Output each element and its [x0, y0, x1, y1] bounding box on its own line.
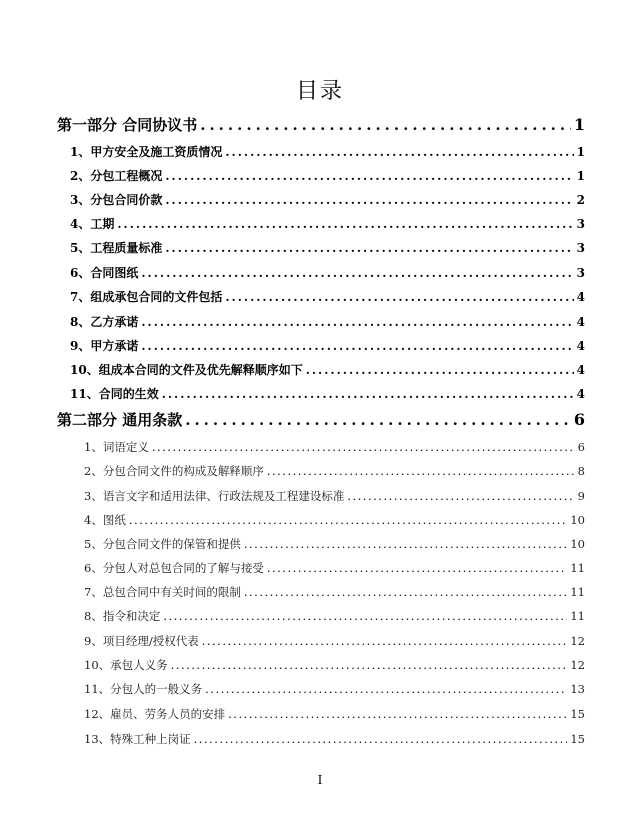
toc-subentry-label: 6、分包人对总包合同的了解与接受: [84, 561, 264, 575]
toc-page-number: 15: [570, 707, 585, 721]
toc-entry[interactable]: [70, 191, 585, 208]
toc-subentry-label: 8、指令和决定: [84, 609, 161, 623]
toc-subentry[interactable]: [84, 439, 585, 455]
toc-entry-label: 7、组成承包合同的文件包括: [70, 290, 223, 304]
dot-leader: [165, 169, 573, 183]
toc-page-number: 8: [577, 464, 585, 478]
toc-page-number: 2: [576, 193, 585, 207]
toc-page-number: 1: [576, 169, 585, 183]
dot-leader: [171, 658, 568, 672]
toc-page-number: 11: [570, 561, 585, 575]
toc-page-number: 3: [576, 241, 585, 255]
dot-leader: [225, 290, 573, 304]
toc-subentry[interactable]: [84, 681, 585, 697]
toc-part-2[interactable]: [57, 409, 585, 430]
toc-entry[interactable]: [70, 313, 585, 330]
dot-leader: [225, 145, 573, 159]
toc-part-1[interactable]: [57, 114, 585, 135]
toc-entry-label: 3、分包合同价款: [70, 193, 163, 207]
dot-leader: [165, 241, 573, 255]
toc-page-number: 11: [570, 609, 585, 623]
dot-leader: [244, 585, 568, 599]
toc-subentry[interactable]: [84, 584, 585, 600]
toc-subentry[interactable]: [84, 706, 585, 722]
toc-entry[interactable]: [70, 143, 585, 160]
toc-subentry-label: 7、总包合同中有关时间的限制: [84, 585, 241, 599]
page-title: 目录: [295, 79, 344, 104]
toc-subentry-label: 11、分包人的一般义务: [84, 682, 203, 696]
dot-leader: [162, 387, 574, 401]
toc-subentry[interactable]: [84, 512, 585, 528]
toc-entry[interactable]: [70, 167, 585, 184]
toc-page-number: 4: [576, 315, 585, 329]
toc-entry-label: 11、合同的生效: [70, 387, 159, 401]
dot-leader: [152, 440, 575, 454]
toc-page-number: 3: [576, 266, 585, 280]
toc-page-number: 1: [573, 115, 585, 134]
toc-entry-label: 6、合同图纸: [70, 266, 139, 280]
toc-page-number: 12: [570, 634, 585, 648]
toc-page-number: 10: [570, 513, 585, 527]
toc-subentry[interactable]: [84, 731, 585, 747]
dot-leader: [205, 682, 567, 696]
page-footer-number: I: [317, 773, 323, 787]
toc-subentry[interactable]: [84, 536, 585, 552]
toc-subentry[interactable]: [84, 488, 585, 504]
toc-page-number: 13: [570, 682, 585, 696]
toc-subentry[interactable]: [84, 657, 585, 673]
dot-leader: [306, 363, 574, 377]
toc-entry-label: 5、工程质量标准: [70, 241, 163, 255]
toc-entry[interactable]: [70, 264, 585, 281]
toc-page-number: 1: [576, 145, 585, 159]
toc-entry-label: 8、乙方承诺: [70, 315, 139, 329]
dot-leader: [194, 732, 568, 746]
dot-leader: [347, 489, 574, 503]
dot-leader: [228, 707, 567, 721]
dot-leader: [141, 339, 573, 353]
toc-entry[interactable]: [70, 337, 585, 354]
toc-page-number: 9: [577, 489, 585, 503]
toc-entry-label: 10、组成本合同的文件及优先解释顺序如下: [70, 363, 303, 377]
dot-leader: [141, 266, 573, 280]
toc-subentry-label: 12、雇员、劳务人员的安排: [84, 707, 226, 721]
toc-subentry-label: 4、图纸: [84, 513, 126, 527]
toc-subentry-label: 1、词语定义: [84, 440, 149, 454]
toc-entry-label: 4、工期: [70, 217, 115, 231]
toc-part-label: 第二部分 通用条款: [57, 411, 183, 429]
toc-page-number: 4: [576, 339, 585, 353]
toc-subentry-label: 10、承包人义务: [84, 658, 168, 672]
toc-entry-label: 2、分包工程概况: [70, 169, 163, 183]
toc-subentry-label: 2、分包合同文件的构成及解释顺序: [84, 464, 264, 478]
toc-entry[interactable]: [70, 239, 585, 256]
toc-subentry[interactable]: [84, 560, 585, 576]
toc-entry[interactable]: [70, 361, 585, 378]
toc-entry[interactable]: [70, 215, 585, 232]
toc-subentry-label: 3、语言文字和适用法律、行政法规及工程建设标准: [84, 489, 345, 503]
dot-leader: [141, 315, 573, 329]
dot-leader: [202, 634, 568, 648]
toc-page-number: 3: [576, 217, 585, 231]
toc-subentry-label: 5、分包合同文件的保管和提供: [84, 537, 241, 551]
toc-page-number: 4: [576, 363, 585, 377]
dot-leader: [200, 116, 571, 134]
dot-leader: [185, 411, 571, 429]
toc-entry-label: 1、甲方安全及施工资质情况: [70, 145, 223, 159]
toc-page-number: 15: [570, 732, 585, 746]
toc-page-number: 6: [573, 410, 585, 429]
dot-leader: [129, 513, 568, 527]
toc-subentry-label: 13、特殊工种上岗证: [84, 732, 191, 746]
toc-entry[interactable]: [70, 385, 585, 402]
toc-part-label: 第一部分 合同协议书: [57, 116, 198, 134]
dot-leader: [117, 217, 573, 231]
toc-subentry-label: 9、项目经理/授权代表: [84, 634, 199, 648]
toc-page-number: 6: [577, 440, 585, 454]
toc-subentry[interactable]: [84, 633, 585, 649]
dot-leader: [244, 537, 568, 551]
toc-page-number: 10: [570, 537, 585, 551]
toc-entry-label: 9、甲方承诺: [70, 339, 139, 353]
toc-subentry[interactable]: [84, 463, 585, 479]
toc-entry[interactable]: [70, 288, 585, 305]
toc-page-number: 4: [576, 290, 585, 304]
dot-leader: [267, 464, 575, 478]
dot-leader: [163, 609, 567, 623]
toc-page-number: 11: [570, 585, 585, 599]
toc-page-number: 12: [570, 658, 585, 672]
dot-leader: [267, 561, 568, 575]
toc-subentry[interactable]: [84, 608, 585, 624]
dot-leader: [165, 193, 573, 207]
toc-page-number: 4: [576, 387, 585, 401]
